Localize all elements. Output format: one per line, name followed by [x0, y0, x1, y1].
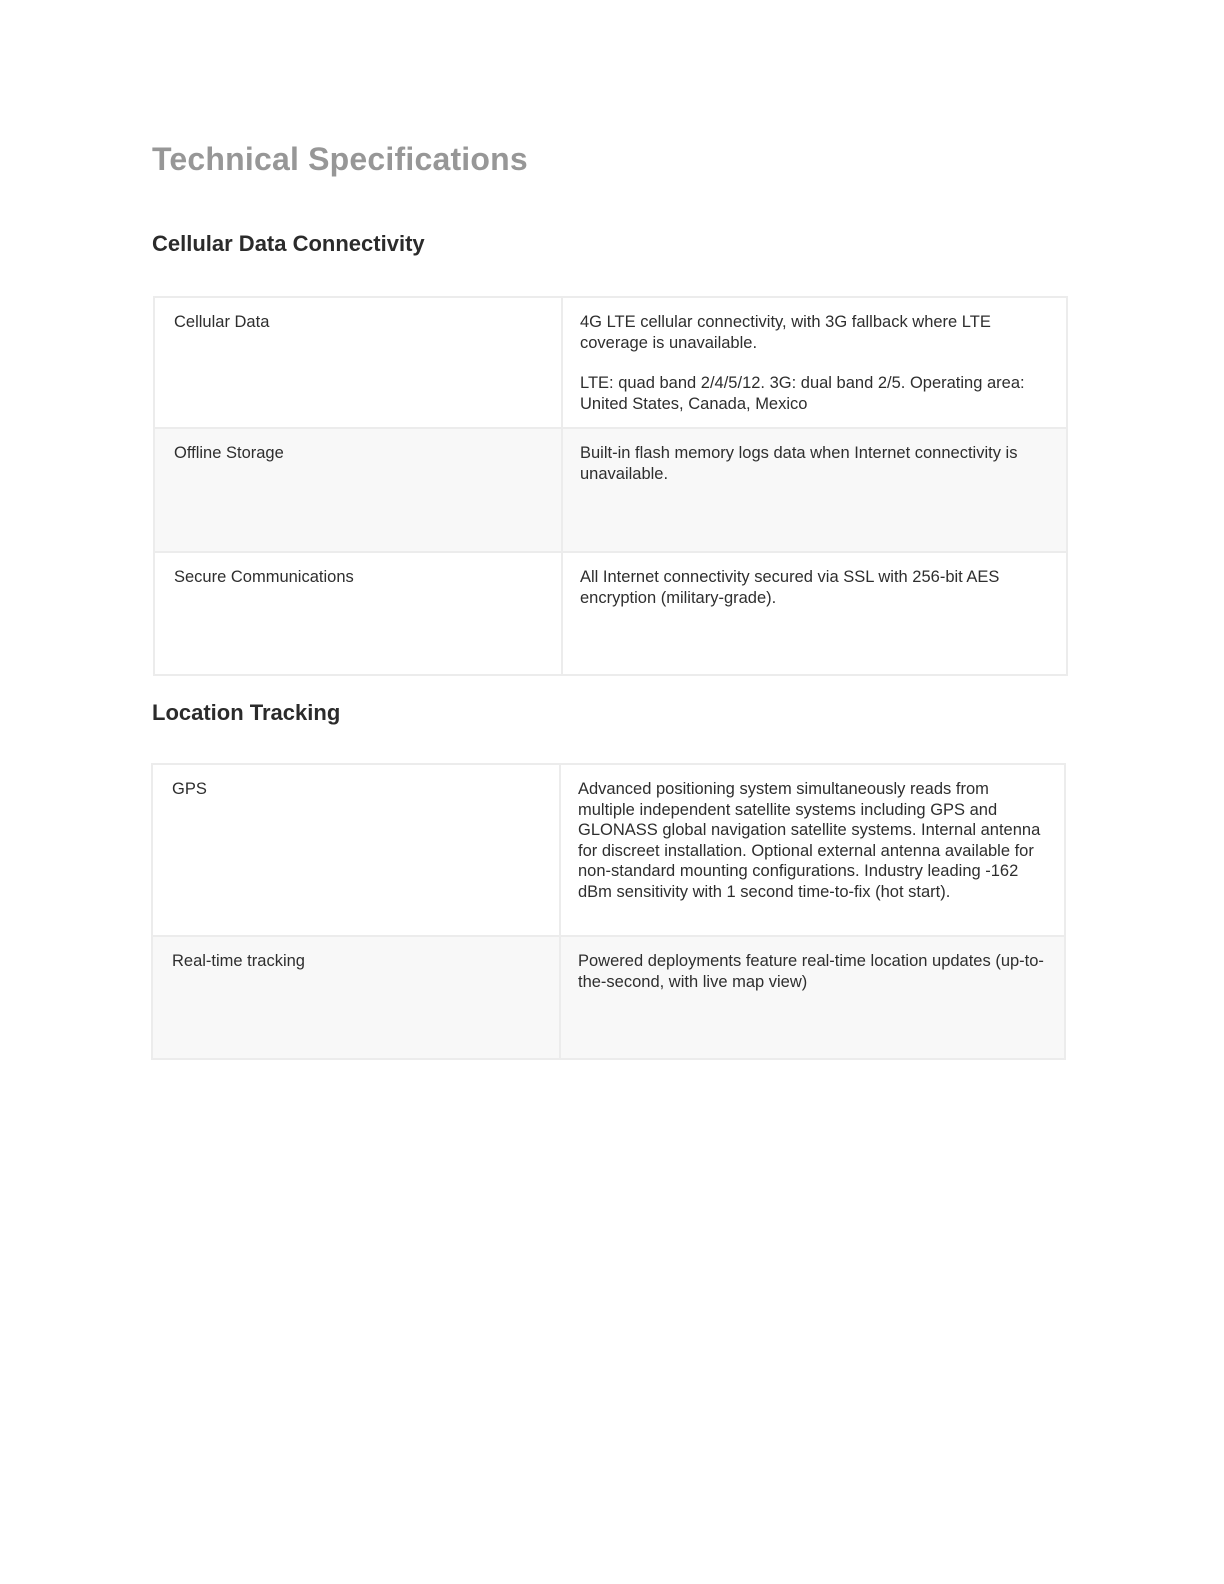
spec-paragraph: Powered deployments feature real-time location updates (up-to-the-second, with live map view) [578, 952, 1044, 991]
spec-label-gps: GPS [152, 764, 560, 936]
page-title: Technical Specifications [152, 141, 528, 177]
spec-value-real-time-tracking [560, 936, 1065, 1059]
table-row [152, 764, 1065, 936]
spec-label-real-time-tracking: Real-time tracking [152, 936, 560, 1059]
spec-label-secure-communications: Secure Communications [154, 552, 562, 675]
location-tracking-table [151, 763, 1066, 1060]
section-heading-location-tracking: Location Tracking [152, 700, 341, 725]
spec-paragraph: LTE: quad band 2/4/5/12. 3G: dual band 2/5. Operating area: United States, Canada, Mexico [580, 374, 1025, 413]
spec-label-cellular-data: Cellular Data [154, 297, 562, 428]
spec-label-offline-storage: Offline Storage [154, 428, 562, 552]
table-row [154, 552, 1067, 675]
spec-paragraph: Built-in flash memory logs data when Internet connectivity is unavailable. [580, 444, 1018, 483]
spec-paragraph: All Internet connectivity secured via SSL with 256-bit AES encryption (military-grade). [580, 568, 1000, 607]
spec-paragraph: 4G LTE cellular connectivity, with 3G fallback where LTE coverage is unavailable. [580, 313, 991, 352]
spec-value-gps [560, 764, 1065, 936]
table-row [154, 428, 1067, 552]
section-heading-cellular-data-connectivity: Cellular Data Connectivity [152, 231, 425, 256]
table-row [152, 936, 1065, 1059]
table-row [154, 297, 1067, 428]
cellular-data-connectivity-table [153, 296, 1068, 676]
spec-value-offline-storage [562, 428, 1067, 552]
spec-value-secure-communications [562, 552, 1067, 675]
spec-value-cellular-data [562, 297, 1067, 428]
spec-paragraph: Advanced positioning system simultaneously reads from multiple independent satellite systems including GPS and GLONASS global navigation satellite systems. Internal antenna for discreet installation. Optional external antenna available for non-standard mounting configurations. Industry leading -162 dBm sensitivity with 1 second time-to-fix (hot start). [578, 780, 1041, 901]
